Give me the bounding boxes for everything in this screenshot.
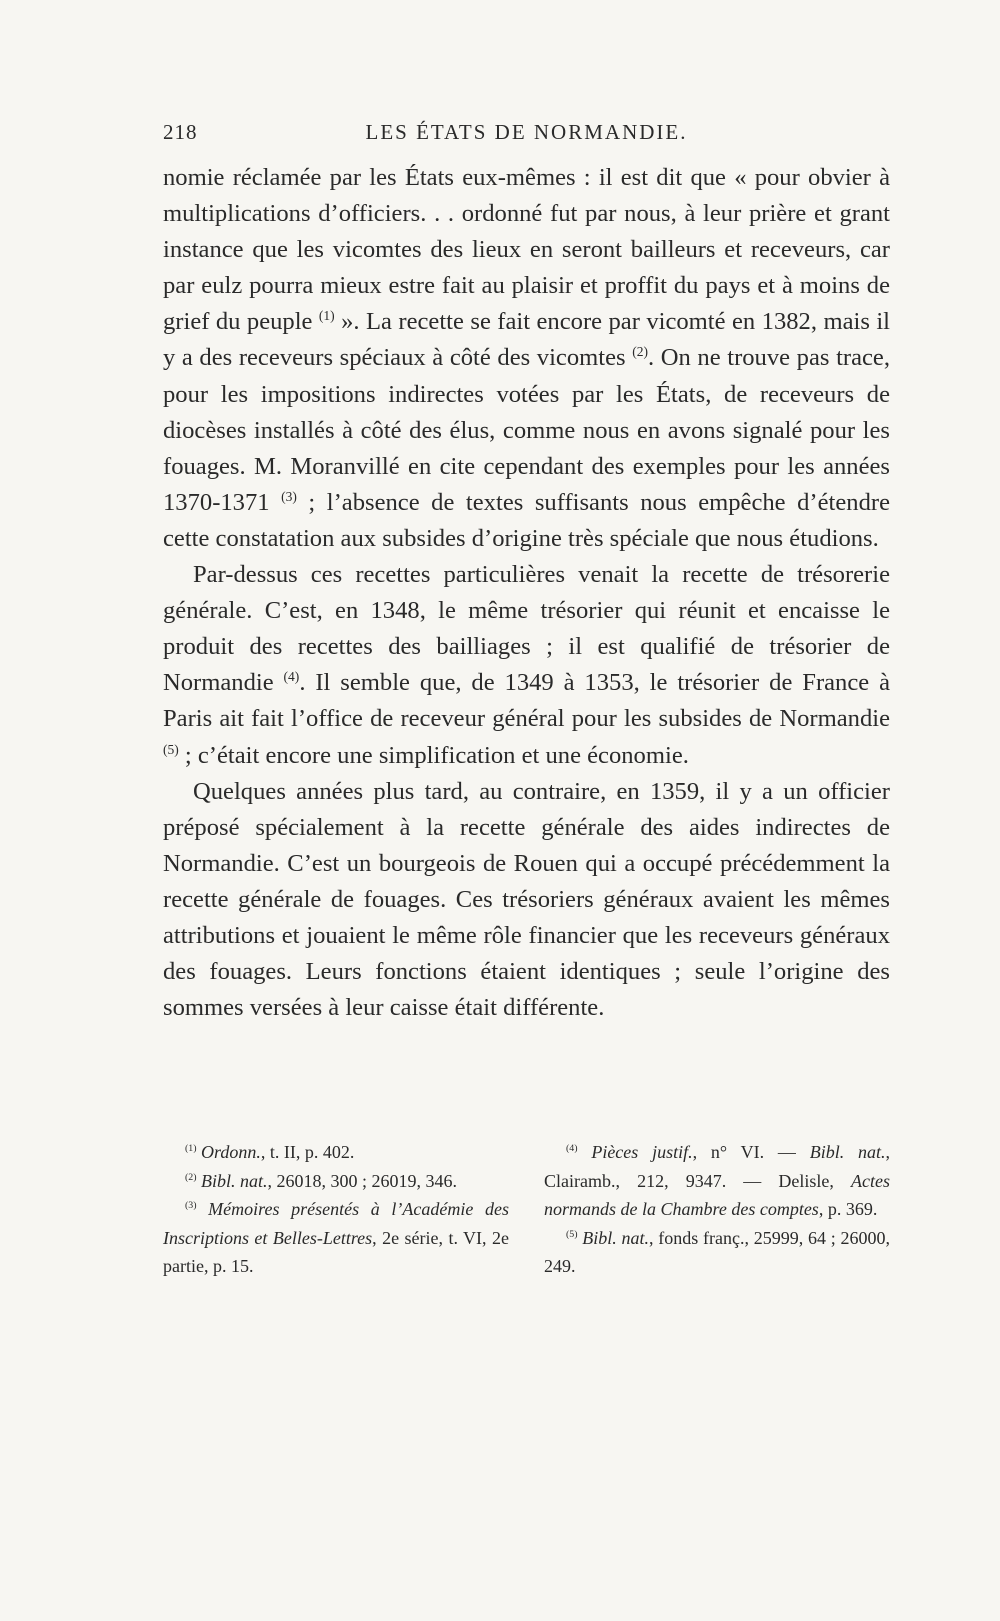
footnote-ref: (1) [318, 308, 335, 324]
footnotes [163, 1138, 890, 1281]
text-run: . On ne trouve pas trace, pour les impositions indirectes votées par les États, de receveurs de diocèses installés à côté des élus, comme nous en avons signalé pour les fouages. M. Moranvillé en cite cependant des exemples pour les années 1370-1371 [163, 344, 890, 516]
text-run: , p. 369. [818, 1199, 878, 1219]
footnotes-left-column [163, 1138, 509, 1281]
italic-text: Mémoires présentés à l’Académie des Inscriptions et Belles-Lettres [163, 1199, 509, 1248]
footnote-ref: (4) [566, 1143, 578, 1154]
italic-text: Actes normands de la Chambre des comptes [544, 1170, 890, 1219]
footnote [544, 1224, 890, 1281]
italic-text: Ordonn. [196, 1142, 261, 1162]
text-run: , Clairamb., 212, 9347. — Delisle, [544, 1142, 891, 1191]
footnote-ref: (5) [163, 741, 179, 757]
text-run: ; c’était encore une simplification et une économie. [178, 741, 689, 769]
footnote-ref: (3) [281, 488, 297, 504]
text-run: , n° VI. — [692, 1142, 810, 1162]
footnote [163, 1195, 509, 1281]
footnote-ref: (3) [185, 1200, 197, 1211]
text-run: . Il semble que, de 1349 à 1353, le trésorier de France à Paris ait fait l’office de receveur général pour les subsides de Normandie [163, 669, 890, 733]
text-run: , t. II, p. 402. [260, 1142, 355, 1162]
text-run: , 26018, 300 ; 26019, 346. [267, 1170, 458, 1191]
paragraph [163, 557, 890, 774]
footnote [163, 1138, 509, 1167]
footnote-ref: (2) [185, 1171, 197, 1183]
main-text [163, 160, 890, 1026]
footnote-ref: (1) [185, 1143, 197, 1154]
running-header [163, 120, 890, 154]
paragraph [163, 160, 890, 557]
text-run: ; l’absence de textes suffisants nous empêche d’étendre cette constatation aux subsides d’origine très spéciale que nous étudions. [163, 488, 890, 552]
text-run: , fonds franç., 25999, 64 ; 26000, 249. [544, 1227, 891, 1276]
footnotes-right-column [544, 1138, 890, 1281]
footnote-ref: (2) [632, 344, 648, 360]
page-number: 218 [163, 120, 198, 144]
paragraph [163, 774, 890, 1027]
italic-text: Bibl. nat. [577, 1227, 650, 1248]
text-run: , 2e série, t. VI, 2e partie, p. 15. [163, 1227, 509, 1276]
footnote-ref: (5) [566, 1228, 578, 1240]
running-title: LES ÉTATS DE NORMANDIE. [365, 120, 688, 144]
footnote [544, 1138, 890, 1224]
italic-text: Bibl. nat. [809, 1142, 886, 1162]
text-run: Par-dessus ces recettes particulières venait la recette de trésorerie générale. C’est, en 1348, le même trésorier qui réunit et encaisse le produit des recettes des bailliages ; il est qualifié de trésorier de Normandie [163, 561, 890, 697]
text-run: ». La recette se fait encore par vicomté en 1382, mais il y a des receveurs spéciaux à côté des vicomtes [163, 308, 890, 372]
text-run: Quelques années plus tard, au contraire, en 1359, il y a un officier préposé spécialement à la recette générale des aides indirectes de Normandie. C’est un bourgeois de Rouen qui a occupé précédemment la recette générale de fouages. Ces trésoriers généraux avaient les mêmes attributions et jouaient le même rôle financier que les receveurs généraux des fouages. Leurs fonctions étaient identiques ; seule l’origine des sommes versées à leur caisse était différente. [163, 777, 890, 1022]
text-run: nomie réclamée par les États eux-mêmes : il est dit que « pour obvier à multiplications d’officiers. . . ordonné fut par nous, à leur prière et grant instance que les vicomtes des lieux en seront bailleurs et receveurs, car par eulz pourra mieux estre fait au plaisir et proffit du pays et à moins de grief du peuple [163, 164, 890, 336]
italic-text: Bibl. nat. [196, 1170, 268, 1191]
footnote-ref: (4) [283, 669, 300, 685]
italic-text: Pièces justif. [577, 1142, 693, 1162]
footnote [163, 1167, 509, 1196]
